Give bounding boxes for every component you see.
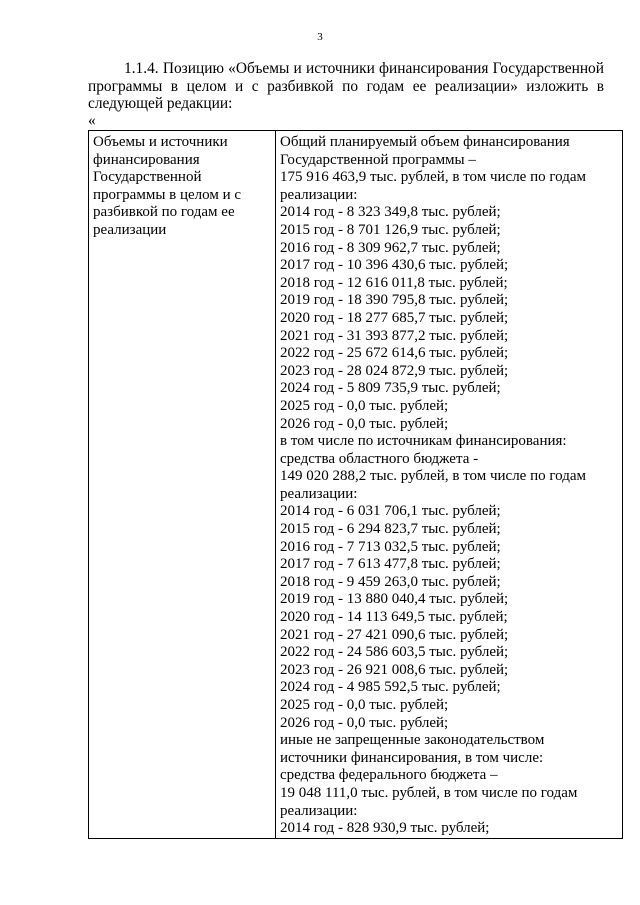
right-cell-line: 2015 год - 6 294 823,7 тыс. рублей; — [280, 521, 501, 538]
right-cell-line: 2026 год - 0,0 тыс. рублей; — [280, 415, 449, 432]
right-cell-line: 2023 год - 28 024 872,9 тыс. рублей; — [280, 362, 509, 379]
right-cell-line: 2025 год - 0,0 тыс. рублей; — [280, 397, 449, 414]
right-cell-line: Государственной программы – — [280, 151, 476, 168]
left-cell-line: финансирования — [93, 151, 200, 168]
right-cell-line: источники финансирования, в том числе: — [280, 749, 544, 766]
right-cell-line: реализации: — [280, 802, 358, 819]
left-cell-line: Государственной — [93, 169, 202, 186]
right-cell-line: 2016 год - 8 309 962,7 тыс. рублей; — [280, 239, 501, 256]
right-cell-line: 19 048 111,0 тыс. рублей, в том числе по годам — [280, 784, 578, 801]
right-cell-line: Общий планируемый объем финансирования — [280, 134, 570, 150]
opening-quote-mark: « — [88, 112, 96, 129]
right-cell-line: реализации: — [280, 186, 358, 203]
right-cell-line: 2025 год - 0,0 тыс. рублей; — [280, 697, 449, 713]
financing-table — [88, 130, 623, 839]
left-cell-line: разбивкой по годам ее — [93, 204, 235, 221]
right-cell-line: 2016 год - 7 713 032,5 тыс. рублей; — [280, 538, 501, 555]
left-cell-line: программы в целом и с — [93, 186, 242, 203]
right-cell-line: иные не запрещенные законодательством — [280, 732, 545, 749]
right-cell-line: 2014 год - 828 930,9 тыс. рублей; — [280, 820, 490, 837]
right-cell-line: 2023 год - 26 921 008,6 тыс. рублей; — [280, 661, 509, 678]
financing-details-cell — [276, 131, 623, 839]
right-cell-line: 175 916 463,9 тыс. рублей, в том числе по годам — [280, 169, 586, 186]
right-cell-line: средства федерального бюджета – — [280, 767, 498, 784]
right-cell-line: 2014 год - 8 323 349,8 тыс. рублей; — [280, 204, 501, 221]
right-cell-line: 2026 год - 0,0 тыс. рублей; — [280, 714, 449, 731]
right-cell-line: 2018 год - 12 616 011,8 тыс. рублей; — [280, 274, 508, 291]
right-cell-line: 2018 год - 9 459 263,0 тыс. рублей; — [280, 573, 501, 590]
right-cell-line: 2017 год - 7 613 477,8 тыс. рублей; — [280, 556, 501, 573]
right-cell-line: 2021 год - 27 421 090,6 тыс. рублей; — [280, 626, 509, 643]
right-cell-line: 2017 год - 10 396 430,6 тыс. рублей; — [280, 257, 509, 274]
right-cell-line: 2022 год - 25 672 614,6 тыс. рублей; — [280, 345, 509, 362]
left-cell-line: реализации — [93, 221, 167, 238]
right-cell-line: 2015 год - 8 701 126,9 тыс. рублей; — [280, 221, 501, 238]
right-cell-line: 2024 год - 5 809 735,9 тыс. рублей; — [280, 380, 501, 397]
right-cell-line: 2019 год - 18 390 795,8 тыс. рублей; — [280, 292, 509, 309]
table-row — [89, 131, 623, 839]
intro-paragraph: 1.1.4. Позицию «Объемы и источники финансирования Государственной программы в целом и с разбивкой по годам ее реализации» изложить в следующей редакции: — [88, 60, 604, 113]
right-cell-line: 2020 год - 14 113 649,5 тыс. рублей; — [280, 609, 508, 626]
left-cell-line: Объемы и источники — [93, 134, 228, 150]
page-number: 3 — [317, 31, 323, 43]
right-cell-line: 149 020 288,2 тыс. рублей, в том числе по годам — [280, 468, 586, 485]
right-cell-line: 2024 год - 4 985 592,5 тыс. рублей; — [280, 679, 501, 696]
right-cell-line: 2021 год - 31 393 877,2 тыс. рублей; — [280, 327, 509, 344]
right-cell-line: средства областного бюджета - — [280, 450, 479, 467]
right-cell-line: 2020 год - 18 277 685,7 тыс. рублей; — [280, 309, 509, 326]
right-cell-line: 2014 год - 6 031 706,1 тыс. рублей; — [280, 503, 501, 520]
right-cell-line: реализации: — [280, 485, 358, 502]
position-name-cell — [89, 131, 276, 839]
right-cell-line: в том числе по источникам финансирования: — [280, 433, 567, 450]
right-cell-line: 2022 год - 24 586 603,5 тыс. рублей; — [280, 644, 509, 661]
right-cell-line: 2019 год - 13 880 040,4 тыс. рублей; — [280, 591, 509, 608]
